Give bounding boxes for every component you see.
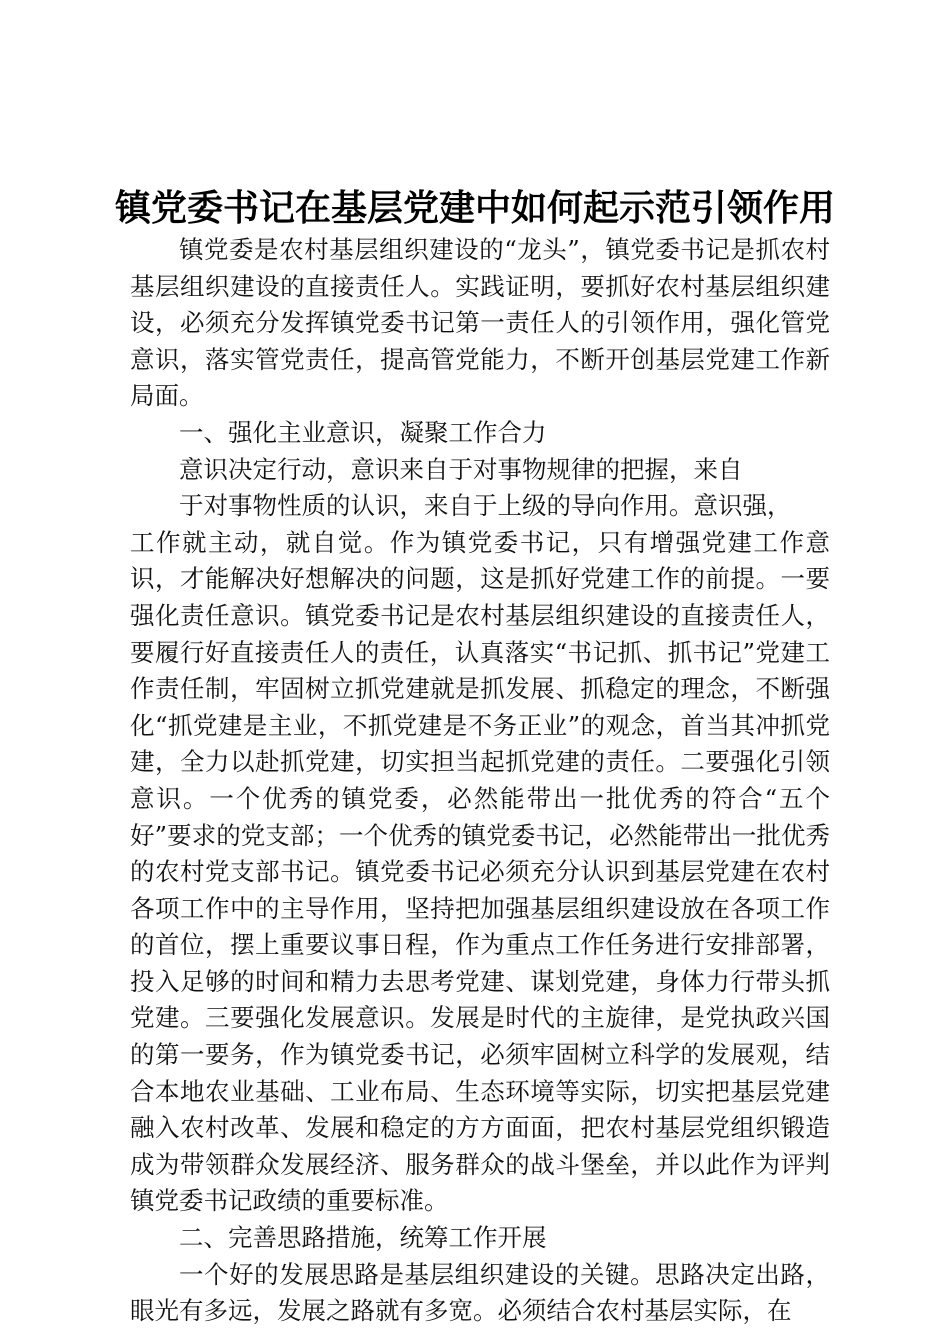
section-heading-1: 一、强化主业意识，凝聚工作合力 [179,417,547,447]
paragraph-line: 意识决定行动，意识来自于对事物规律的把握，来自 [179,454,743,484]
paragraph-intro: 镇党委是农村基层组织建设的“龙头”，镇党委书记是抓农村基层组织建设的直接责任人。实践证明，要抓好农村基层组织建设，必须充分发挥镇党委书记第一责任人的引领作用，强化管党意识，落实管党责任，提高管党能力，不断开创基层党建工作新局面。 [130,235,830,411]
paragraph-body: 一个好的发展思路是基层组织建设的关键。思路决定出路，眼光有多远，发展之路就有多宽。必须结合农村基层实际，在 [130,1259,830,1326]
paragraph-body: 工作就主动，就自觉。作为镇党委书记，只有增强党建工作意识，才能解决好想解决的问题，这是抓好党建工作的前提。一要强化责任意识。镇党委书记是农村基层组织建设的直接责任人，要履行好直接责任人的责任，认真落实“书记抓、抓书记”党建工作责任制，牢固树立抓党建就是抓发展、抓稳定的理念，不断强化“抓党建是主业，不抓党建是不务正业”的观念，首当其冲抓党建，全力以赴抓党建，切实担当起抓党建的责任。二要强化引领意识。一个优秀的镇党委，必然能带出一批优秀的符合“五个好”要求的党支部；一个优秀的镇党委书记，必然能带出一批优秀的农村党支部书记。镇党委书记必须充分认识到基层党建在农村各项工作中的主导作用，坚持把加强基层组织建设放在各项工作的首位，摆上重要议事日程，作为重点工作任务进行安排部署，投入足够的时间和精力去思考党建、谋划党建，身体力行带头抓党建。三要强化发展意识。发展是时代的主旋律，是党执政兴国的第一要务，作为镇党委书记，必须牢固树立科学的发展观，结合本地农业基础、工业布局、生态环境等实际，切实把基层党建融入农村改革、发展和稳定的方方面面，把农村基层党组织锻造成为带领群众发展经济、服务群众的战斗堡垒，并以此作为评判镇党委书记政绩的重要标准。 [130,527,830,1216]
document-body [130,232,830,1330]
paragraph-line: 于对事物性质的认识，来自于上级的导向作用。意识强， [179,491,792,521]
page-title: 镇党委书记在基层党建中如何起示范引领作用 [114,188,835,229]
section-heading-2: 二、完善思路措施，统筹工作开展 [179,1223,547,1253]
